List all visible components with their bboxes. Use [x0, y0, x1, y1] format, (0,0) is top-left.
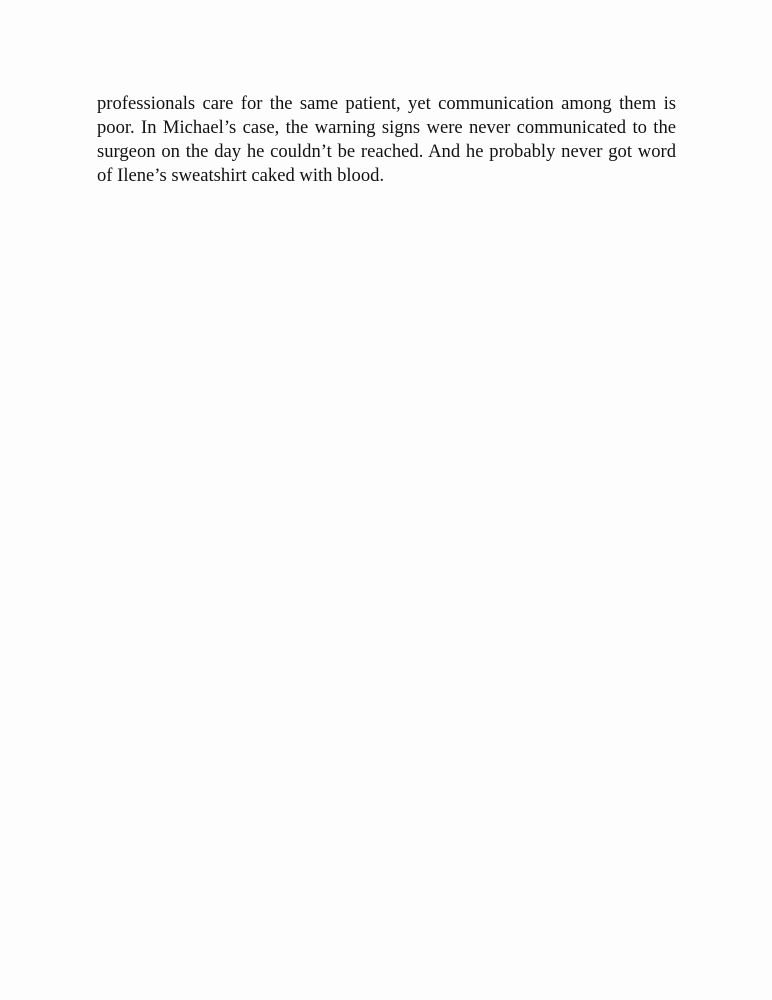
paragraph-line: poor. In Michael’s case, the warning signs were never communicated to the	[97, 117, 676, 138]
paragraph-line: professionals care for the same patient, yet communication among them is	[97, 93, 676, 114]
paragraph-line: surgeon on the day he couldn’t be reached. And he probably never got word	[97, 141, 676, 162]
paragraph-line: of Ilene’s sweatshirt caked with blood.	[97, 165, 385, 186]
paragraph	[97, 92, 676, 188]
